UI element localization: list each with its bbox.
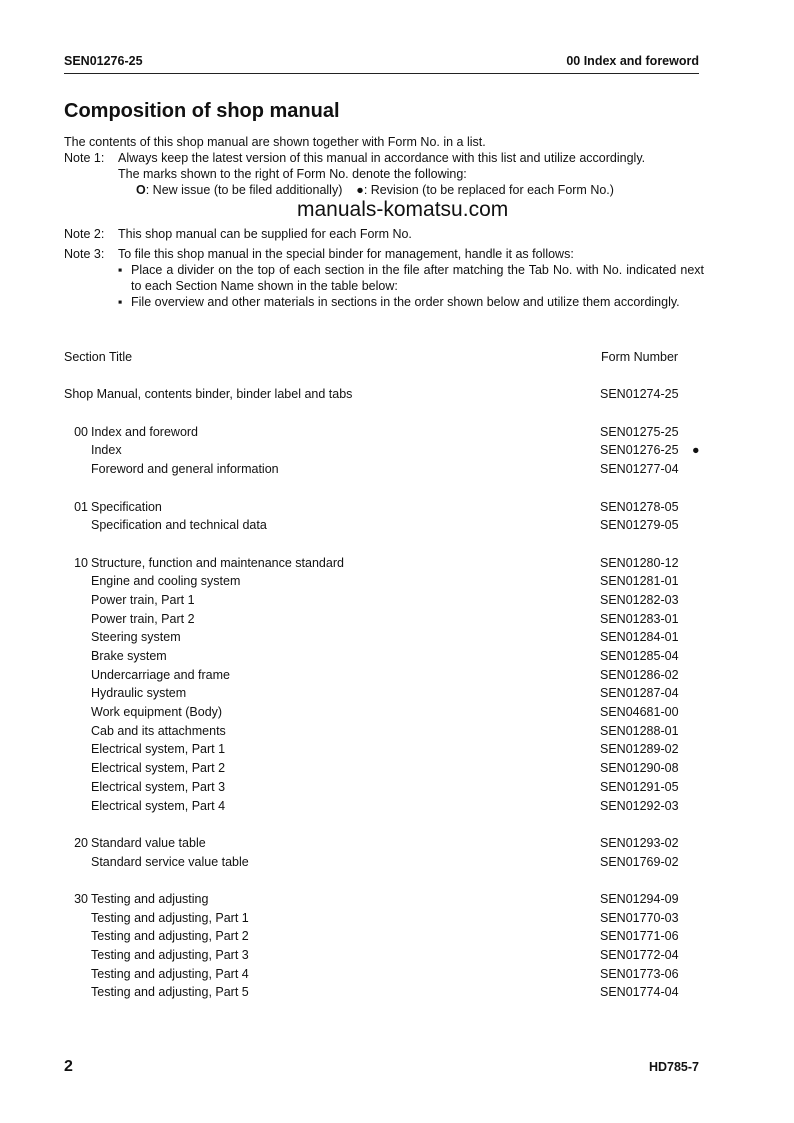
form-number: SEN01773-06: [600, 966, 679, 981]
section-number: 20: [74, 835, 88, 850]
note-label: Note 1:: [64, 151, 105, 165]
section-title: Index and foreword: [91, 424, 199, 439]
section-title: Shop Manual, contents binder, binder label and tabs: [64, 387, 353, 402]
table-row: [64, 516, 704, 535]
table-row: [64, 983, 704, 1002]
note-text: To file this shop manual in the special binder for management, handle it as follows:: [118, 247, 574, 261]
table-row: [64, 703, 704, 722]
form-number: SEN01286-02: [600, 667, 679, 682]
note-text: The marks shown to the right of Form No. denote the following:: [118, 167, 467, 181]
intro: [64, 134, 704, 310]
section-number: 01: [74, 499, 88, 514]
form-number: SEN01287-04: [600, 686, 679, 701]
form-number: SEN01276-25: [600, 443, 679, 458]
bullet-icon: ▪: [118, 263, 123, 277]
section-title: Testing and adjusting, Part 5: [91, 985, 249, 1000]
form-number: SEN01275-25: [600, 424, 679, 439]
column-header-form: Form Number: [601, 350, 679, 364]
table-row: [64, 759, 704, 778]
form-number: SEN01279-05: [600, 518, 679, 533]
bullet-item: [64, 294, 704, 310]
watermark: manuals-komatsu.com: [297, 198, 509, 221]
table-row: [64, 890, 704, 909]
form-number: SEN01283-01: [600, 611, 679, 626]
table-row: [64, 684, 704, 703]
table-row: [64, 498, 704, 517]
form-number: SEN01285-04: [600, 649, 679, 663]
form-number: SEN01774-04: [600, 985, 679, 1000]
section-title: Electrical system, Part 2: [91, 761, 226, 776]
table-row: [64, 441, 704, 460]
form-number: SEN01289-02: [600, 742, 679, 757]
table-header: [64, 348, 704, 367]
section-title: Testing and adjusting, Part 2: [91, 929, 249, 944]
section-title: Testing and adjusting: [91, 891, 209, 906]
page-title: Composition of shop manual: [64, 100, 340, 122]
section-title: Specification: [91, 499, 162, 514]
header-rule: [64, 73, 699, 74]
form-number: SEN01772-04: [600, 948, 679, 962]
footer-model: HD785-7: [648, 1060, 699, 1074]
bullet-icon: ▪: [118, 295, 123, 309]
table-row: [64, 385, 704, 404]
form-number: SEN04681-00: [600, 705, 679, 720]
form-number: SEN01290-08: [600, 761, 679, 776]
intro-line: The contents of this shop manual are shown together with Form No. in a list.: [64, 135, 486, 149]
form-number: SEN01277-04: [600, 462, 679, 477]
form-number: SEN01280-12: [600, 555, 679, 570]
page-number: 2: [64, 1058, 73, 1075]
form-number: SEN01294-09: [600, 891, 679, 906]
form-number: SEN01282-03: [600, 592, 679, 607]
section-title: Cab and its attachments: [91, 723, 226, 738]
revision-text: : Revision (to be replaced for each Form No.): [363, 183, 614, 197]
section-title: Work equipment (Body): [91, 705, 223, 720]
header-section: 00 Index and foreword: [566, 54, 699, 68]
note-2: [64, 226, 704, 242]
note-1: [64, 150, 704, 166]
table-row: [64, 946, 704, 965]
section-number: 30: [74, 891, 88, 906]
form-number: SEN01769-02: [600, 854, 679, 869]
form-number: SEN01770-03: [600, 910, 679, 925]
section-title: Engine and cooling system: [91, 574, 241, 589]
section-title: Power train, Part 1: [91, 592, 195, 607]
section-number: 00: [74, 424, 88, 439]
section-title: Hydraulic system: [91, 686, 187, 701]
column-header-title: Section Title: [64, 350, 133, 364]
section-title: Foreword and general information: [91, 462, 279, 477]
form-number: SEN01771-06: [600, 929, 679, 944]
bullet-item: [64, 262, 704, 294]
table-row: [64, 834, 704, 853]
table-row: [64, 610, 704, 629]
table-row: [64, 797, 704, 816]
table-row: [64, 572, 704, 591]
note-label: Note 3:: [64, 247, 105, 261]
note-text: This shop manual can be supplied for each Form No.: [118, 227, 412, 241]
table-row: [64, 778, 704, 797]
note-label: Note 2:: [64, 227, 105, 241]
table-row: [64, 423, 704, 442]
form-number: SEN01293-02: [600, 835, 679, 850]
form-number: SEN01278-05: [600, 499, 679, 514]
section-title: Specification and technical data: [91, 518, 267, 533]
section-title: Power train, Part 2: [91, 611, 195, 626]
header-doc-number: SEN01276-25: [64, 54, 143, 68]
bullet-text: Place a divider on the top of each section in the file after matching the Tab No. with No. indicated next to each Section Name shown in the table below:: [131, 263, 704, 293]
section-title: Standard service value table: [91, 854, 249, 869]
table-row: [64, 554, 704, 573]
revision-icon: ●: [356, 183, 364, 197]
new-issue-text: : New issue (to be filed additionally): [145, 183, 343, 197]
table-row: [64, 853, 704, 872]
revision-mark-icon: ●: [692, 443, 700, 458]
table-row: [64, 965, 704, 984]
form-number: SEN01288-01: [600, 723, 679, 738]
form-number: SEN01281-01: [600, 574, 679, 589]
note-3: [64, 246, 704, 262]
table-row: [64, 740, 704, 759]
table-row: [64, 628, 704, 647]
section-title: Brake system: [91, 649, 167, 663]
section-title: Testing and adjusting, Part 1: [91, 910, 249, 925]
table-row: [64, 909, 704, 928]
table-row: [64, 647, 704, 666]
section-title: Electrical system, Part 4: [91, 798, 226, 813]
section-number: 10: [74, 555, 88, 570]
form-number: SEN01284-01: [600, 630, 679, 645]
section-title: Testing and adjusting, Part 4: [91, 966, 249, 981]
section-title: Testing and adjusting, Part 3: [91, 948, 249, 962]
form-number: SEN01291-05: [600, 779, 679, 794]
bullet-text: File overview and other materials in sections in the order shown below and utilize them accordingly.: [131, 295, 680, 309]
table-row: [64, 591, 704, 610]
section-title: Undercarriage and frame: [91, 667, 230, 682]
section-title: Electrical system, Part 1: [91, 742, 226, 757]
contents-table: [64, 348, 704, 1002]
new-issue-icon: O: [136, 183, 146, 197]
section-title: Standard value table: [91, 835, 206, 850]
form-number: SEN01292-03: [600, 798, 679, 813]
note-text: Always keep the latest version of this manual in accordance with this list and utilize accordingly.: [118, 151, 646, 165]
table-row: [64, 927, 704, 946]
table-row: [64, 666, 704, 685]
section-title: Steering system: [91, 630, 181, 645]
table-row: [64, 722, 704, 741]
form-number: SEN01274-25: [600, 387, 679, 402]
marks-legend: [64, 182, 704, 198]
section-title: Structure, function and maintenance standard: [91, 555, 344, 570]
section-title: Index: [91, 443, 122, 458]
table-row: [64, 460, 704, 479]
section-title: Electrical system, Part 3: [91, 779, 226, 794]
